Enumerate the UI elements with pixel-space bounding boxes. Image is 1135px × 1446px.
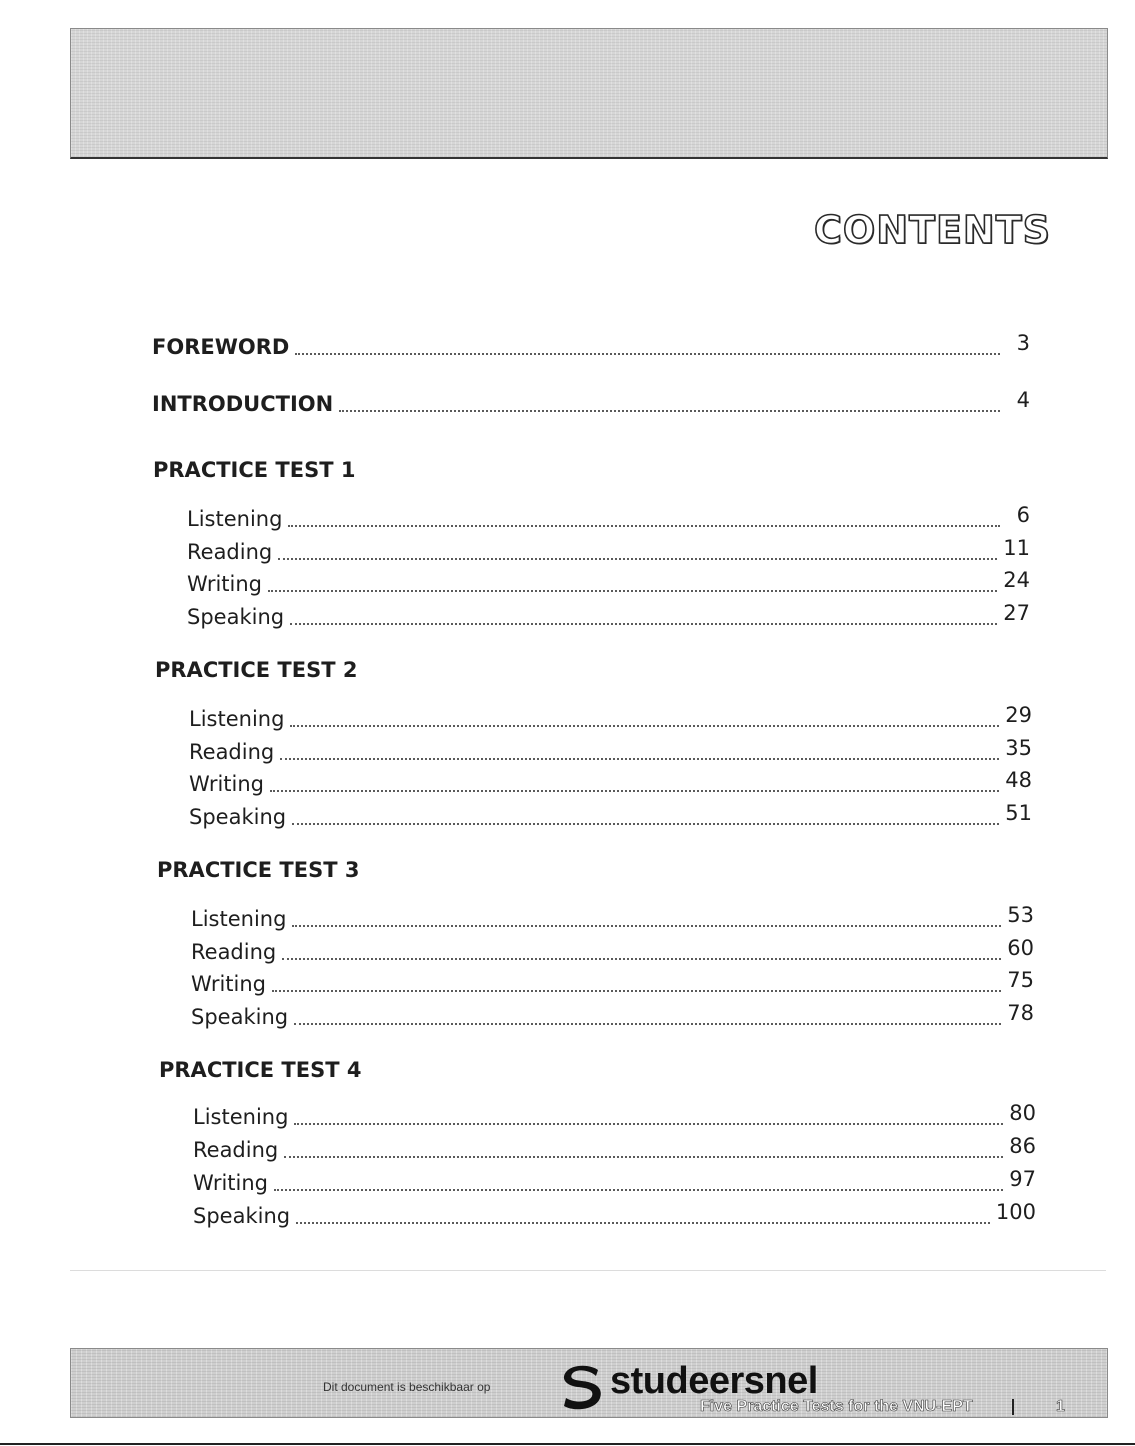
toc-page-number: 48: [1005, 768, 1032, 792]
footer-page-number: 1: [1056, 1398, 1065, 1415]
toc-label: Reading: [189, 740, 275, 764]
leader-dots: [290, 724, 999, 727]
leader-dots: [292, 924, 1001, 927]
studeersnel-logo-icon: [558, 1362, 604, 1410]
leader-dots: [282, 957, 1001, 960]
leader-dots: [339, 409, 1000, 412]
toc-entry-writing[interactable]: [191, 967, 1034, 995]
leader-dots: [292, 822, 999, 825]
toc-page-number: 51: [1005, 801, 1032, 825]
leader-dots: [290, 622, 997, 625]
leader-dots: [295, 352, 1000, 355]
availability-text: Dit document is beschikbaar op: [323, 1380, 491, 1394]
toc-label: Reading: [187, 540, 273, 564]
toc-entry-writing[interactable]: [193, 1166, 1036, 1194]
toc-label: Reading: [193, 1138, 279, 1162]
section-title-practice-test-1: PRACTICE TEST 1: [153, 458, 356, 482]
toc-page-number: 29: [1005, 703, 1032, 727]
toc-page-number: 53: [1007, 903, 1034, 927]
toc-page-number: 4: [1016, 388, 1030, 412]
toc-label: Writing: [193, 1171, 268, 1195]
header-band: [70, 28, 1108, 159]
toc-label: Listening: [191, 907, 287, 931]
toc-entry-listening[interactable]: [189, 702, 1032, 730]
toc-entry-writing[interactable]: [189, 767, 1032, 795]
toc-page-number: 35: [1005, 736, 1032, 760]
toc-label: Listening: [193, 1105, 289, 1129]
section-title-practice-test-2: PRACTICE TEST 2: [155, 658, 358, 682]
toc-page-number: 60: [1007, 936, 1034, 960]
toc-entry-speaking[interactable]: [187, 600, 1030, 628]
toc-entry-introduction[interactable]: [152, 387, 1030, 415]
toc-page-number: 78: [1007, 1001, 1034, 1025]
leader-dots: [294, 1022, 1001, 1025]
toc-entry-writing[interactable]: [187, 567, 1030, 595]
toc-entry-listening[interactable]: [191, 902, 1034, 930]
toc-entry-speaking[interactable]: [191, 1000, 1034, 1028]
section-title-practice-test-4: PRACTICE TEST 4: [159, 1058, 362, 1082]
leader-dots: [294, 1122, 1003, 1125]
toc-page-number: 3: [1016, 331, 1030, 355]
toc-page-number: 86: [1009, 1134, 1036, 1158]
toc-label: INTRODUCTION: [152, 392, 334, 416]
toc-page-number: 80: [1009, 1101, 1036, 1125]
toc-entry-reading[interactable]: [189, 735, 1032, 763]
leader-dots: [270, 789, 999, 792]
toc-entry-speaking[interactable]: [189, 800, 1032, 828]
toc-label: Writing: [191, 972, 266, 996]
toc-entry-listening[interactable]: [187, 502, 1030, 530]
leader-dots: [280, 757, 999, 760]
toc-entry-listening[interactable]: [193, 1100, 1036, 1128]
leader-dots: [278, 557, 997, 560]
toc-label: Speaking: [187, 605, 285, 629]
toc-page-number: 6: [1016, 503, 1030, 527]
toc-page-number: 11: [1003, 536, 1030, 560]
toc-label: Speaking: [189, 805, 287, 829]
toc-entry-reading[interactable]: [191, 935, 1034, 963]
leader-dots: [268, 589, 997, 592]
scan-edge-line: [0, 1443, 1135, 1445]
page-title: CONTENTS: [814, 208, 1051, 252]
toc-page-number: 97: [1009, 1167, 1036, 1191]
toc-page-number: 24: [1003, 568, 1030, 592]
toc-label: Speaking: [191, 1005, 289, 1029]
toc-label: Writing: [187, 572, 262, 596]
toc-label: Writing: [189, 772, 264, 796]
studeersnel-brand: studeersnel: [610, 1360, 818, 1402]
leader-dots: [272, 989, 1001, 992]
leader-dots: [274, 1188, 1003, 1191]
toc-label: Reading: [191, 940, 277, 964]
toc-label: Speaking: [193, 1204, 291, 1228]
toc-label: FOREWORD: [152, 335, 290, 359]
toc-page-number: 100: [995, 1200, 1036, 1224]
toc-page-number: 27: [1003, 601, 1030, 625]
toc-entry-reading[interactable]: [193, 1133, 1036, 1161]
footer-separator: [1012, 1399, 1014, 1415]
toc-page-number: 75: [1007, 968, 1034, 992]
scan-shadow-line: [70, 1270, 1106, 1271]
toc-entry-foreword[interactable]: [152, 330, 1030, 358]
section-title-practice-test-3: PRACTICE TEST 3: [157, 858, 360, 882]
toc-label: Listening: [187, 507, 283, 531]
toc-label: Listening: [189, 707, 285, 731]
footer-book-title: Five Practice Tests for the VNU-EPT: [700, 1398, 973, 1415]
leader-dots: [288, 524, 1000, 527]
toc-entry-speaking[interactable]: [193, 1199, 1036, 1227]
leader-dots: [296, 1221, 990, 1224]
toc-entry-reading[interactable]: [187, 535, 1030, 563]
leader-dots: [284, 1155, 1003, 1158]
